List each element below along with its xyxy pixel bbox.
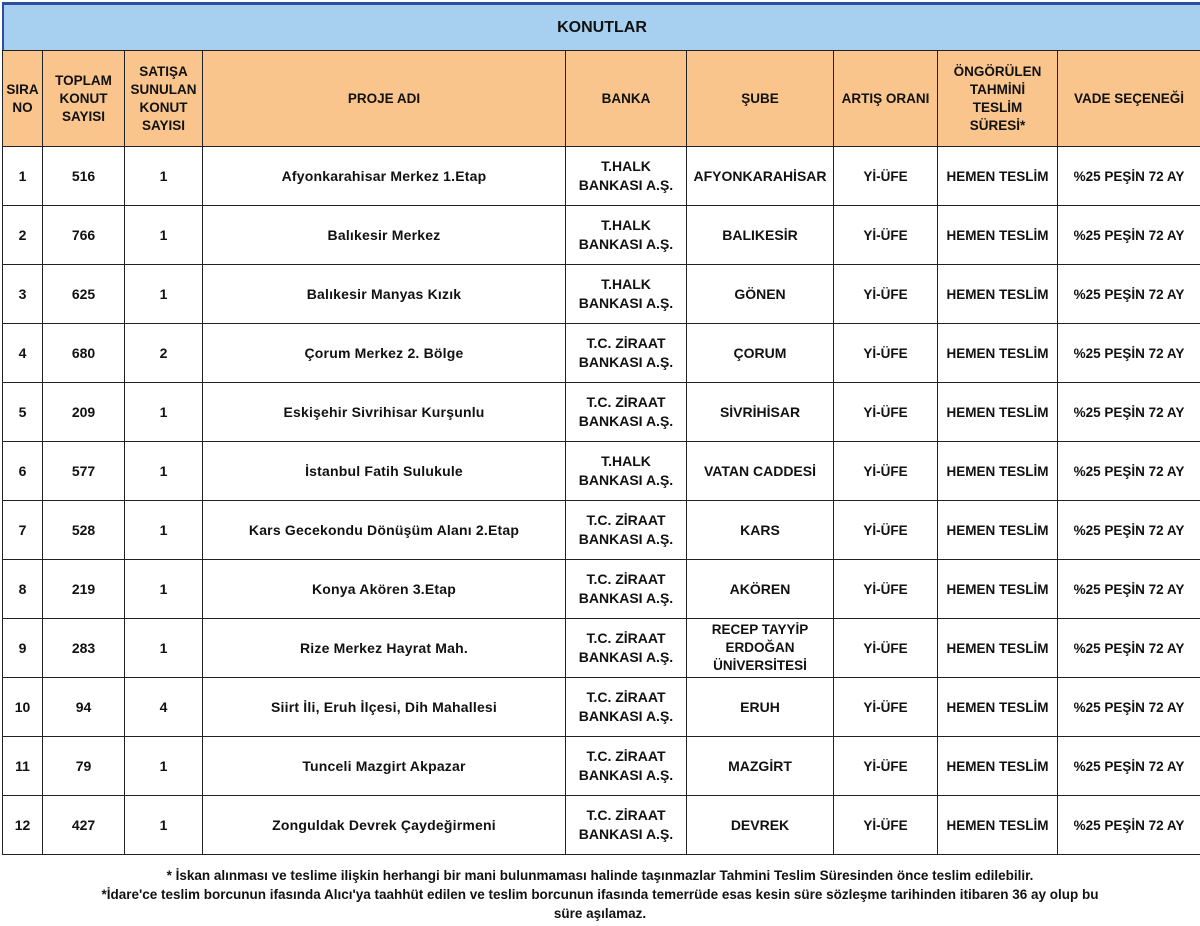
cell-teslim-suresi: HEMEN TESLİM <box>938 678 1058 737</box>
cell-teslim-suresi: HEMEN TESLİM <box>938 737 1058 796</box>
cell-proje-adi: Konya Akören 3.Etap <box>203 560 566 619</box>
cell-proje-adi: Tunceli Mazgirt Akpazar <box>203 737 566 796</box>
cell-toplam-konut: 94 <box>43 678 125 737</box>
cell-satisa-sunulan: 1 <box>125 206 203 265</box>
cell-sira-no: 7 <box>3 501 43 560</box>
cell-sira-no: 2 <box>3 206 43 265</box>
cell-vade-secenegi: %25 PEŞİN 72 AY <box>1058 206 1200 265</box>
housing-table <box>2 50 1200 855</box>
cell-proje-adi: Afyonkarahisar Merkez 1.Etap <box>203 147 566 206</box>
cell-sira-no: 12 <box>3 796 43 855</box>
cell-teslim-suresi: HEMEN TESLİM <box>938 442 1058 501</box>
cell-banka <box>566 501 687 560</box>
cell-proje-adi: Siirt İli, Eruh İlçesi, Dih Mahallesi <box>203 678 566 737</box>
cell-sube-line: ERDOĞAN <box>725 640 795 655</box>
cell-banka-line: T.HALK <box>601 276 651 292</box>
table-row <box>3 619 1200 678</box>
cell-banka <box>566 442 687 501</box>
header-ongorulen-teslim-suresi-line: ÖNGÖRÜLEN <box>953 63 1042 79</box>
cell-sube-line: VATAN CADDESİ <box>704 462 816 479</box>
header-satisa-sunulan-konut-sayisi-line: SATIŞA <box>139 63 188 79</box>
header-ongorulen-teslim-suresi <box>938 51 1058 147</box>
header-toplam-konut-sayisi-line: KONUT <box>59 90 108 106</box>
cell-banka <box>566 324 687 383</box>
cell-proje-adi: Balıkesir Manyas Kızık <box>203 265 566 324</box>
cell-sube <box>687 206 834 265</box>
cell-proje-adi: Çorum Merkez 2. Bölge <box>203 324 566 383</box>
cell-banka <box>566 796 687 855</box>
cell-satisa-sunulan: 2 <box>125 324 203 383</box>
cell-artis-orani: Yİ-ÜFE <box>834 383 938 442</box>
table-row <box>3 678 1200 737</box>
cell-satisa-sunulan: 1 <box>125 147 203 206</box>
cell-satisa-sunulan: 1 <box>125 442 203 501</box>
cell-toplam-konut: 283 <box>43 619 125 678</box>
footnotes <box>0 866 1200 923</box>
cell-sube-line: ÜNİVERSİTESİ <box>713 658 807 673</box>
sheet-title: KONUTLAR <box>2 2 1200 50</box>
cell-banka-line: BANKASI A.Ş. <box>578 295 674 311</box>
cell-sira-no: 4 <box>3 324 43 383</box>
header-satisa-sunulan-konut-sayisi-line: SAYISI <box>141 117 186 133</box>
cell-sube-line: ERUH <box>740 698 780 715</box>
cell-proje-adi: Balıkesir Merkez <box>203 206 566 265</box>
cell-toplam-konut: 528 <box>43 501 125 560</box>
cell-banka-line: BANKASI A.Ş. <box>578 531 674 547</box>
cell-sube-line: MAZGİRT <box>728 757 792 774</box>
table-row <box>3 147 1200 206</box>
cell-satisa-sunulan: 1 <box>125 560 203 619</box>
header-ongorulen-teslim-suresi-line: SÜRESİ* <box>969 117 1026 133</box>
header-satisa-sunulan-konut-sayisi <box>125 51 203 147</box>
cell-banka-line: T.C. ZİRAAT <box>586 807 666 823</box>
header-row <box>3 51 1200 147</box>
cell-sube-line: ÇORUM <box>733 344 787 361</box>
cell-sube-line: BALIKESİR <box>722 226 798 243</box>
header-vade-secenegi: VADE SEÇENEĞİ <box>1058 51 1200 147</box>
table-row <box>3 442 1200 501</box>
cell-satisa-sunulan: 1 <box>125 737 203 796</box>
cell-teslim-suresi: HEMEN TESLİM <box>938 501 1058 560</box>
cell-banka <box>566 678 687 737</box>
cell-artis-orani: Yİ-ÜFE <box>834 206 938 265</box>
cell-sube-line: RECEP TAYYİP <box>711 622 809 637</box>
cell-vade-secenegi: %25 PEŞİN 72 AY <box>1058 383 1200 442</box>
cell-sube <box>687 147 834 206</box>
header-sira-no-line: SIRA <box>6 81 39 97</box>
cell-banka <box>566 560 687 619</box>
cell-vade-secenegi: %25 PEŞİN 72 AY <box>1058 678 1200 737</box>
cell-satisa-sunulan: 1 <box>125 501 203 560</box>
cell-sube <box>687 442 834 501</box>
cell-vade-secenegi: %25 PEŞİN 72 AY <box>1058 265 1200 324</box>
cell-teslim-suresi: HEMEN TESLİM <box>938 147 1058 206</box>
cell-sube <box>687 560 834 619</box>
cell-proje-adi: Eskişehir Sivrihisar Kurşunlu <box>203 383 566 442</box>
cell-sira-no: 1 <box>3 147 43 206</box>
cell-proje-adi: Rize Merkez Hayrat Mah. <box>203 619 566 678</box>
header-toplam-konut-sayisi <box>43 51 125 147</box>
cell-teslim-suresi: HEMEN TESLİM <box>938 560 1058 619</box>
cell-banka-line: T.C. ZİRAAT <box>586 335 666 351</box>
cell-vade-secenegi: %25 PEŞİN 72 AY <box>1058 501 1200 560</box>
header-sira-no <box>3 51 43 147</box>
table-body <box>3 147 1200 855</box>
cell-banka-line: BANKASI A.Ş. <box>578 236 674 252</box>
cell-sira-no: 6 <box>3 442 43 501</box>
cell-toplam-konut: 625 <box>43 265 125 324</box>
header-banka: BANKA <box>566 51 687 147</box>
header-ongorulen-teslim-suresi-line: TAHMİNİ <box>969 81 1026 97</box>
cell-artis-orani: Yİ-ÜFE <box>834 147 938 206</box>
cell-banka-line: T.HALK <box>601 158 651 174</box>
cell-artis-orani: Yİ-ÜFE <box>834 619 938 678</box>
cell-banka-line: BANKASI A.Ş. <box>578 413 674 429</box>
cell-sira-no: 3 <box>3 265 43 324</box>
cell-artis-orani: Yİ-ÜFE <box>834 442 938 501</box>
cell-banka-line: T.C. ZİRAAT <box>586 512 666 528</box>
cell-artis-orani: Yİ-ÜFE <box>834 560 938 619</box>
cell-banka-line: T.HALK <box>601 217 651 233</box>
cell-vade-secenegi: %25 PEŞİN 72 AY <box>1058 147 1200 206</box>
cell-sube-line: GÖNEN <box>734 285 786 302</box>
cell-banka-line: BANKASI A.Ş. <box>578 708 674 724</box>
cell-satisa-sunulan: 1 <box>125 265 203 324</box>
cell-artis-orani: Yİ-ÜFE <box>834 265 938 324</box>
cell-banka-line: BANKASI A.Ş. <box>578 590 674 606</box>
cell-banka <box>566 383 687 442</box>
table-row <box>3 265 1200 324</box>
cell-sira-no: 11 <box>3 737 43 796</box>
header-artis-orani: ARTIŞ ORANI <box>834 51 938 147</box>
cell-vade-secenegi: %25 PEŞİN 72 AY <box>1058 619 1200 678</box>
header-satisa-sunulan-konut-sayisi-line: SUNULAN <box>130 81 197 97</box>
cell-sube <box>687 678 834 737</box>
cell-banka-line: BANKASI A.Ş. <box>578 354 674 370</box>
header-sube: ŞUBE <box>687 51 834 147</box>
cell-sube-line: AFYONKARAHİSAR <box>693 167 827 184</box>
cell-satisa-sunulan: 1 <box>125 619 203 678</box>
cell-artis-orani: Yİ-ÜFE <box>834 324 938 383</box>
cell-sira-no: 8 <box>3 560 43 619</box>
cell-banka-line: BANKASI A.Ş. <box>578 767 674 783</box>
cell-banka-line: T.HALK <box>601 453 651 469</box>
cell-banka-line: T.C. ZİRAAT <box>586 394 666 410</box>
footnote-1: * İskan alınması ve teslime ilişkin herhangi bir mani bulunmaması halinde taşınmazlar Tahmini Teslim Süresinden önce teslim edilebilir. <box>166 868 1034 883</box>
cell-banka-line: T.C. ZİRAAT <box>586 630 666 646</box>
header-ongorulen-teslim-suresi-line: TESLİM <box>972 99 1023 115</box>
table-row <box>3 737 1200 796</box>
cell-banka-line: T.C. ZİRAAT <box>586 689 666 705</box>
cell-satisa-sunulan: 4 <box>125 678 203 737</box>
cell-teslim-suresi: HEMEN TESLİM <box>938 265 1058 324</box>
cell-toplam-konut: 516 <box>43 147 125 206</box>
cell-banka <box>566 265 687 324</box>
cell-vade-secenegi: %25 PEŞİN 72 AY <box>1058 324 1200 383</box>
cell-satisa-sunulan: 1 <box>125 383 203 442</box>
header-proje-adi: PROJE ADI <box>203 51 566 147</box>
cell-banka <box>566 206 687 265</box>
table-row <box>3 206 1200 265</box>
cell-sube <box>687 383 834 442</box>
cell-banka-line: BANKASI A.Ş. <box>578 472 674 488</box>
header-toplam-konut-sayisi-line: TOPLAM <box>55 72 112 88</box>
cell-sube <box>687 796 834 855</box>
cell-toplam-konut: 427 <box>43 796 125 855</box>
cell-toplam-konut: 219 <box>43 560 125 619</box>
cell-vade-secenegi: %25 PEŞİN 72 AY <box>1058 560 1200 619</box>
footnote-2-continued: süre aşılamaz. <box>553 906 647 921</box>
cell-banka-line: T.C. ZİRAAT <box>586 571 666 587</box>
cell-artis-orani: Yİ-ÜFE <box>834 796 938 855</box>
cell-sira-no: 10 <box>3 678 43 737</box>
table-row <box>3 501 1200 560</box>
cell-toplam-konut: 79 <box>43 737 125 796</box>
cell-banka <box>566 737 687 796</box>
cell-satisa-sunulan: 1 <box>125 796 203 855</box>
cell-banka-line: BANKASI A.Ş. <box>578 177 674 193</box>
cell-toplam-konut: 209 <box>43 383 125 442</box>
cell-vade-secenegi: %25 PEŞİN 72 AY <box>1058 796 1200 855</box>
cell-vade-secenegi: %25 PEŞİN 72 AY <box>1058 737 1200 796</box>
cell-banka-line: BANKASI A.Ş. <box>578 649 674 665</box>
cell-proje-adi: Zonguldak Devrek Çaydeğirmeni <box>203 796 566 855</box>
cell-sube <box>687 619 834 678</box>
cell-sube-line: AKÖREN <box>729 580 791 597</box>
cell-teslim-suresi: HEMEN TESLİM <box>938 206 1058 265</box>
cell-sube-line: SİVRİHİSAR <box>719 403 801 420</box>
cell-sube <box>687 501 834 560</box>
cell-artis-orani: Yİ-ÜFE <box>834 501 938 560</box>
cell-banka-line: T.C. ZİRAAT <box>586 748 666 764</box>
cell-artis-orani: Yİ-ÜFE <box>834 678 938 737</box>
header-satisa-sunulan-konut-sayisi-line: KONUT <box>139 99 188 115</box>
cell-sira-no: 5 <box>3 383 43 442</box>
table-row <box>3 796 1200 855</box>
cell-banka <box>566 147 687 206</box>
cell-toplam-konut: 766 <box>43 206 125 265</box>
cell-artis-orani: Yİ-ÜFE <box>834 737 938 796</box>
footnote-2: *İdare'ce teslim borcunun ifasında Alıcı'ya taahhüt edilen ve teslim borcunun ifasında temerrüde esas kesin süre sözleşme tarihinden itibaren 36 ay olup bu <box>101 887 1099 902</box>
cell-teslim-suresi: HEMEN TESLİM <box>938 619 1058 678</box>
header-sira-no-line: NO <box>12 99 33 115</box>
cell-sube <box>687 324 834 383</box>
cell-toplam-konut: 680 <box>43 324 125 383</box>
cell-banka <box>566 619 687 678</box>
header-toplam-konut-sayisi-line: SAYISI <box>61 108 106 124</box>
cell-proje-adi: Kars Gecekondu Dönüşüm Alanı 2.Etap <box>203 501 566 560</box>
cell-sube <box>687 737 834 796</box>
cell-sube <box>687 265 834 324</box>
cell-vade-secenegi: %25 PEŞİN 72 AY <box>1058 442 1200 501</box>
cell-sube-line: DEVREK <box>730 816 790 833</box>
cell-sira-no: 9 <box>3 619 43 678</box>
table-row <box>3 560 1200 619</box>
cell-toplam-konut: 577 <box>43 442 125 501</box>
cell-teslim-suresi: HEMEN TESLİM <box>938 324 1058 383</box>
cell-sube-line: KARS <box>740 521 780 538</box>
cell-proje-adi: İstanbul Fatih Sulukule <box>203 442 566 501</box>
table-row <box>3 324 1200 383</box>
cell-teslim-suresi: HEMEN TESLİM <box>938 383 1058 442</box>
cell-banka-line: BANKASI A.Ş. <box>578 826 674 842</box>
cell-teslim-suresi: HEMEN TESLİM <box>938 796 1058 855</box>
table-row <box>3 383 1200 442</box>
